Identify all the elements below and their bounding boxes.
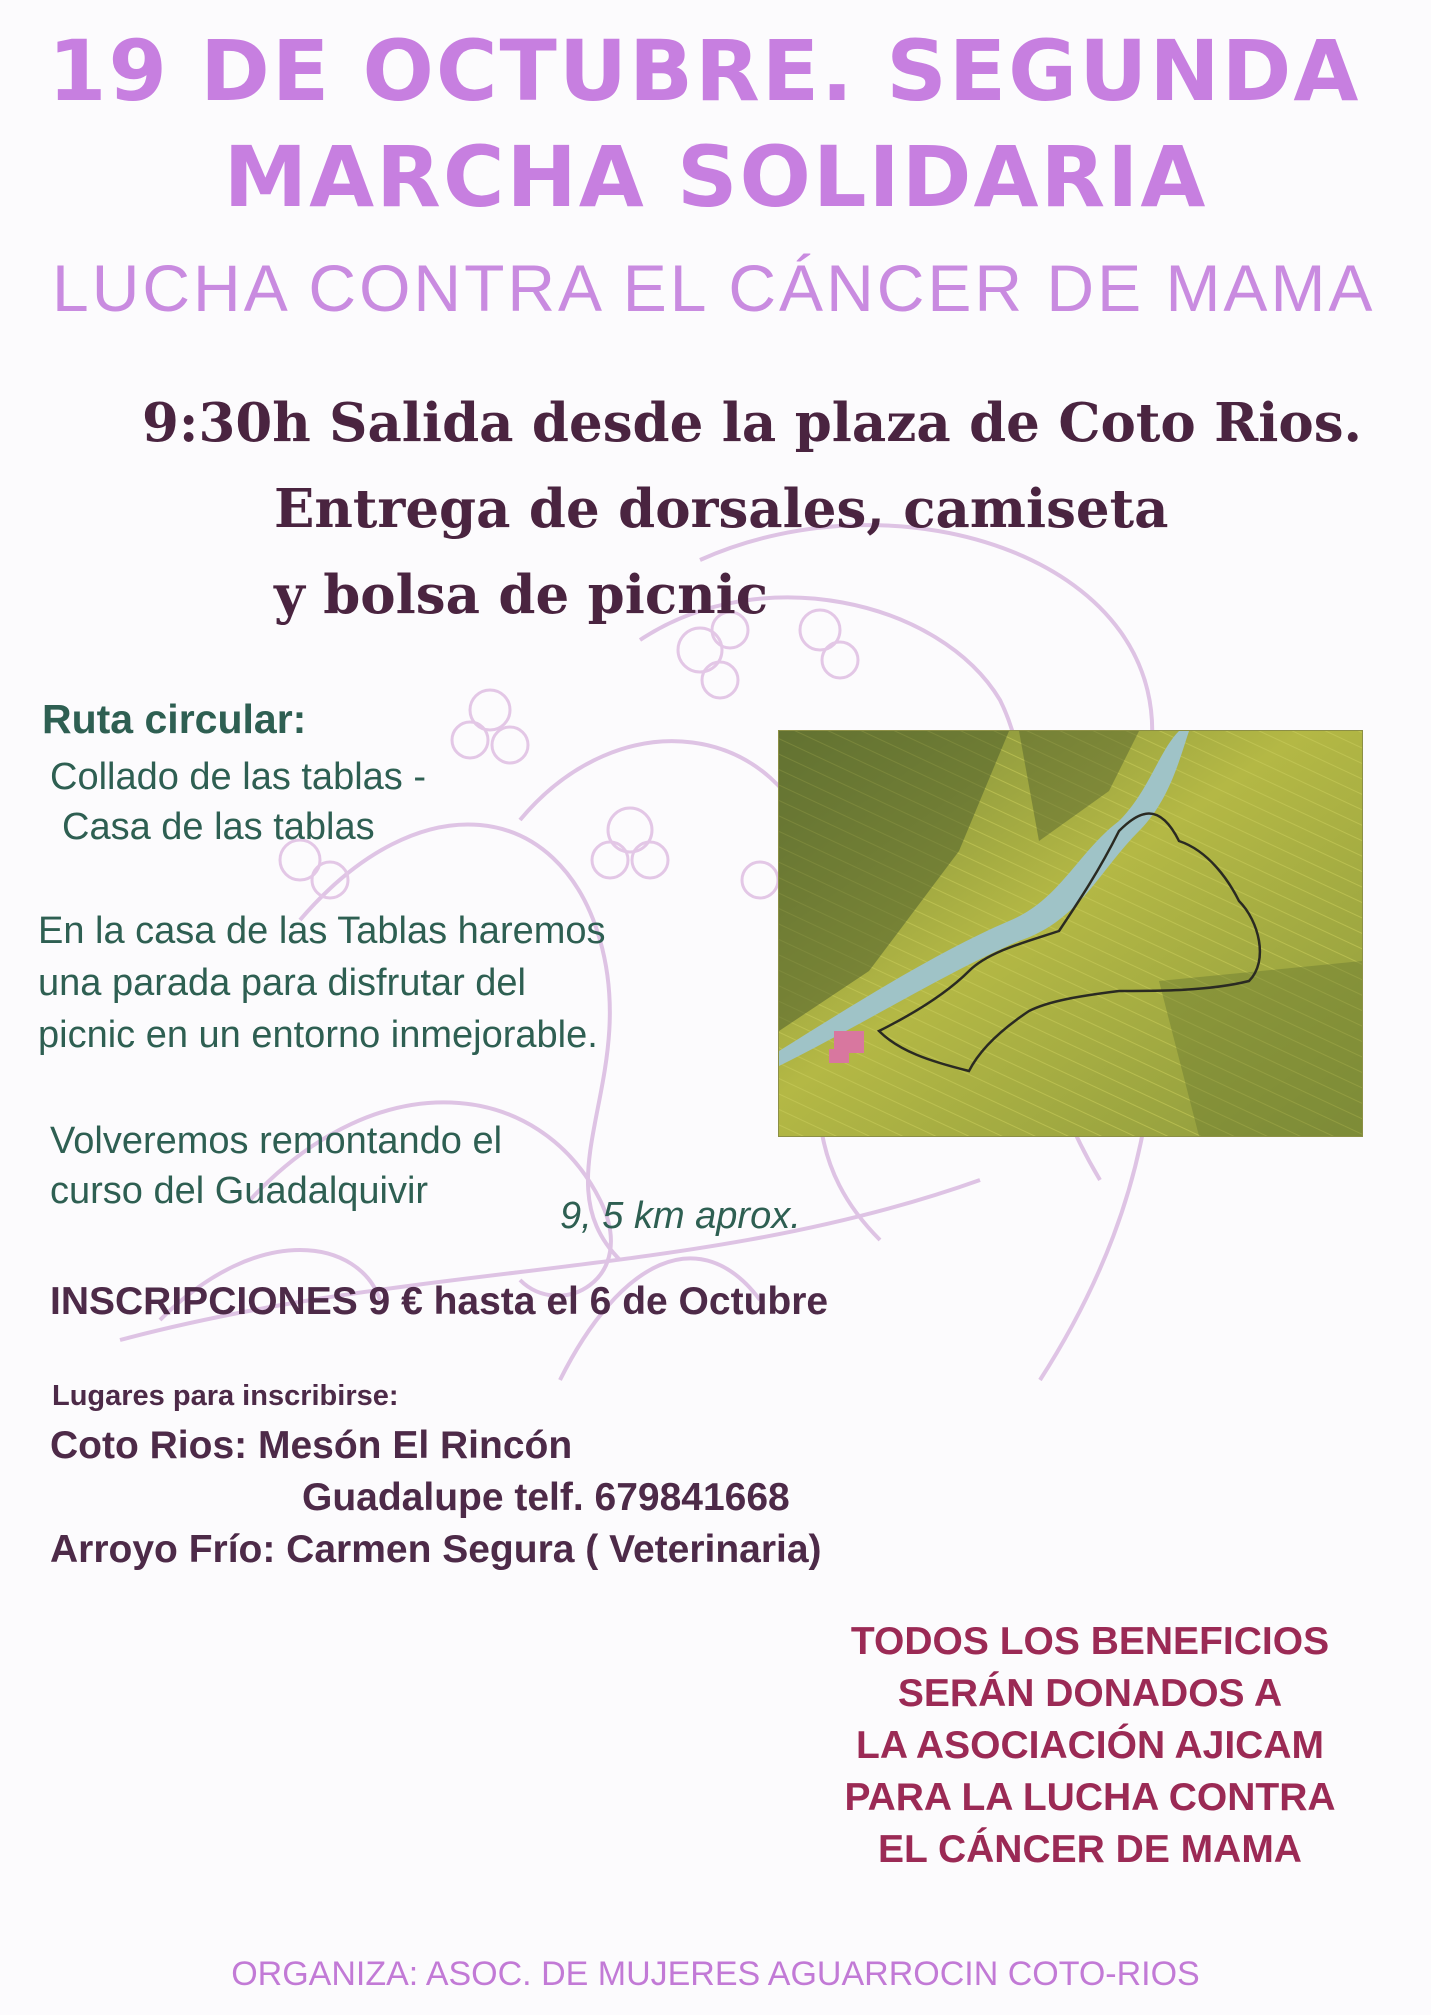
return-text-line2: curso del Guadalquivir — [50, 1170, 429, 1212]
benefits-line4: PARA LA LUCHA CONTRA — [844, 1776, 1336, 1819]
route-map-image — [778, 730, 1363, 1137]
registration-places-heading: Lugares para inscribirse: — [52, 1380, 399, 1412]
benefits-line1: TODOS LOS BENEFICIOS — [850, 1620, 1330, 1663]
benefits-line3: LA ASOCIACIÓN AJICAM — [856, 1724, 1324, 1767]
stop-text-line1: En la casa de las Tablas haremos — [38, 910, 606, 952]
benefits-line5: EL CÁNCER DE MAMA — [878, 1828, 1302, 1871]
route-map-drawing — [779, 731, 1362, 1136]
registration-fee: INSCRIPCIONES 9 € hasta el 6 de Octubre — [50, 1280, 829, 1323]
departure-line1: 9:30h Salida desde la plaza de Coto Rios. — [142, 392, 1362, 454]
route-line2: Casa de las tablas — [62, 806, 375, 848]
stop-text-line2: una parada para disfrutar del — [38, 962, 526, 1004]
page-subtitle: LUCHA CONTRA EL CÁNCER DE MAMA — [52, 251, 1376, 325]
registration-place-arroyo-frio: Arroyo Frío: Carmen Segura ( Veterinaria) — [50, 1528, 822, 1571]
page-title-line2: MARCHA SOLIDARIA — [223, 128, 1208, 226]
return-text-line1: Volveremos remontando el — [50, 1120, 503, 1162]
route-line1: Collado de las tablas - — [50, 756, 426, 798]
departure-line2: Entrega de dorsales, camiseta — [274, 478, 1169, 540]
departure-line3: y bolsa de picnic — [274, 564, 769, 626]
registration-place-coto-rios: Coto Rios: Mesón El Rincón — [50, 1424, 573, 1467]
route-distance: 9, 5 km aprox. — [560, 1195, 801, 1237]
benefits-line2: SERÁN DONADOS A — [897, 1672, 1283, 1715]
stop-text-line3: picnic en un entorno inmejorable. — [38, 1014, 598, 1056]
route-heading: Ruta circular: — [42, 696, 307, 742]
page-title-line1: 19 DE OCTUBRE. SEGUNDA — [48, 22, 1361, 120]
registration-place-coto-rios-contact: Guadalupe telf. 679841668 — [302, 1476, 790, 1519]
organizer-footer: ORGANIZA: ASOC. DE MUJERES AGUARROCIN COTO-RIOS — [231, 1955, 1200, 1993]
